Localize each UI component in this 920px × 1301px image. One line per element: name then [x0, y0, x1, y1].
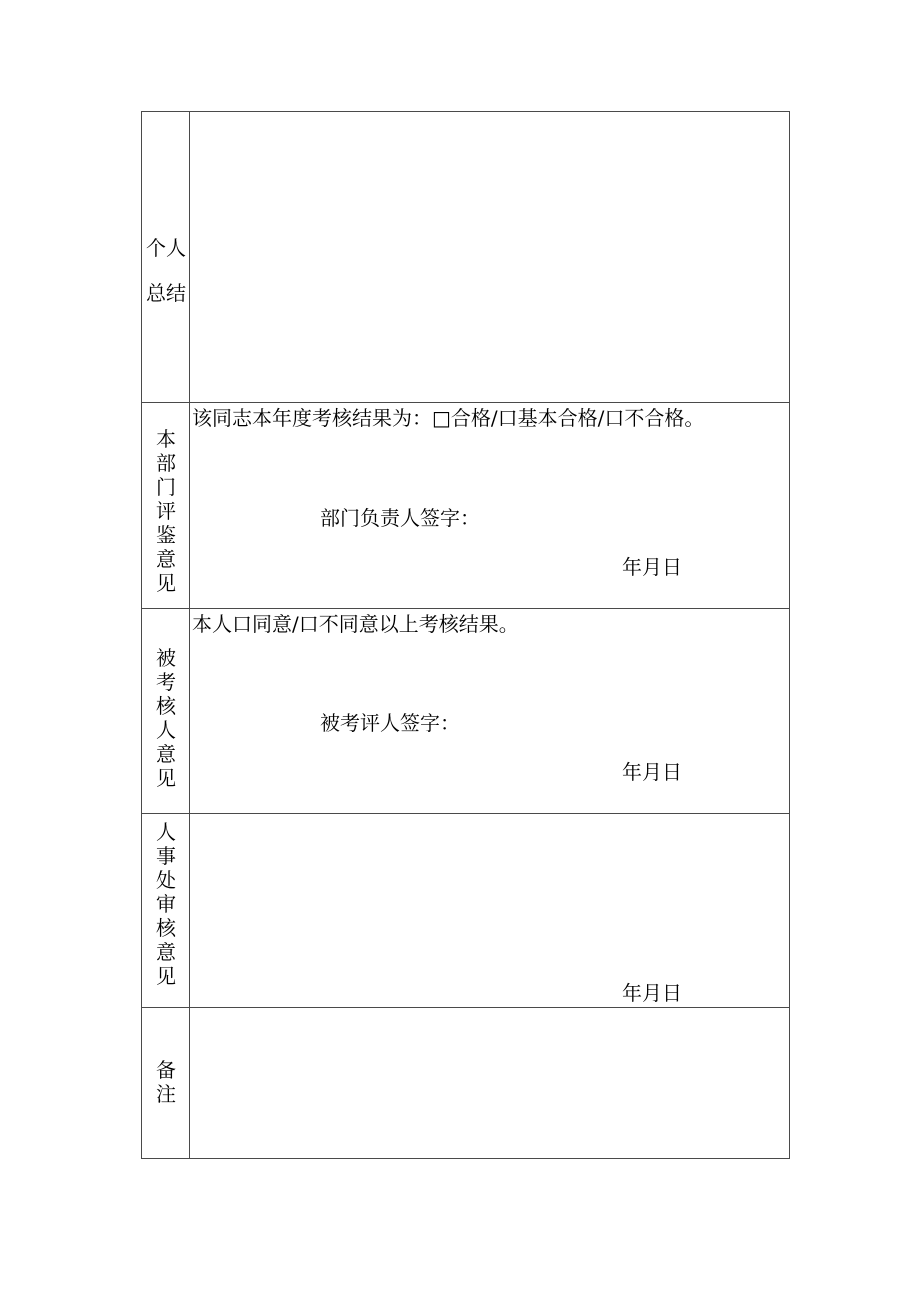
- self-signature-label: 被考评人签字：: [320, 711, 460, 735]
- row-hr-review: [142, 814, 789, 1008]
- personal-summary-field[interactable]: [190, 112, 789, 402]
- label-cell-appraisee-opinion: [142, 609, 190, 813]
- label-personal-summary: 个人 总结: [146, 236, 186, 305]
- label-appraisee-opinion: 被 考 核 人 意 见: [156, 646, 176, 790]
- row-personal-summary: [142, 112, 789, 403]
- label-hr-review: 人 事 处 审 核 意 见: [156, 820, 176, 988]
- hr-review-field[interactable]: [190, 814, 789, 1007]
- dept-date-label: 年月日: [622, 555, 682, 579]
- appraisal-form-table: [141, 111, 790, 1159]
- dept-signature-label: 部门负责人签字：: [320, 506, 480, 530]
- label-cell-personal-summary: [142, 112, 190, 402]
- row-dept-evaluation: [142, 403, 789, 609]
- dept-result-text: 该同志本年度考核结果为：□合格/口基本合格/口不合格。: [192, 406, 705, 430]
- label-cell-hr-review: [142, 814, 190, 1007]
- label-dept-evaluation: 本 部 门 评 鉴 意 见: [156, 427, 176, 595]
- row-remarks: [142, 1008, 789, 1158]
- self-date-label: 年月日: [622, 760, 682, 784]
- appraisee-opinion-field[interactable]: [190, 609, 789, 813]
- dept-evaluation-field[interactable]: [190, 403, 789, 608]
- row-appraisee-opinion: [142, 609, 789, 814]
- hr-date-label: 年月日: [622, 981, 682, 1005]
- remarks-field[interactable]: [190, 1008, 789, 1158]
- label-cell-dept-evaluation: [142, 403, 190, 608]
- label-remarks: 备 注: [156, 1058, 176, 1106]
- self-agree-text: 本人口同意/口不同意以上考核结果。: [192, 612, 519, 636]
- label-cell-remarks: [142, 1008, 190, 1158]
